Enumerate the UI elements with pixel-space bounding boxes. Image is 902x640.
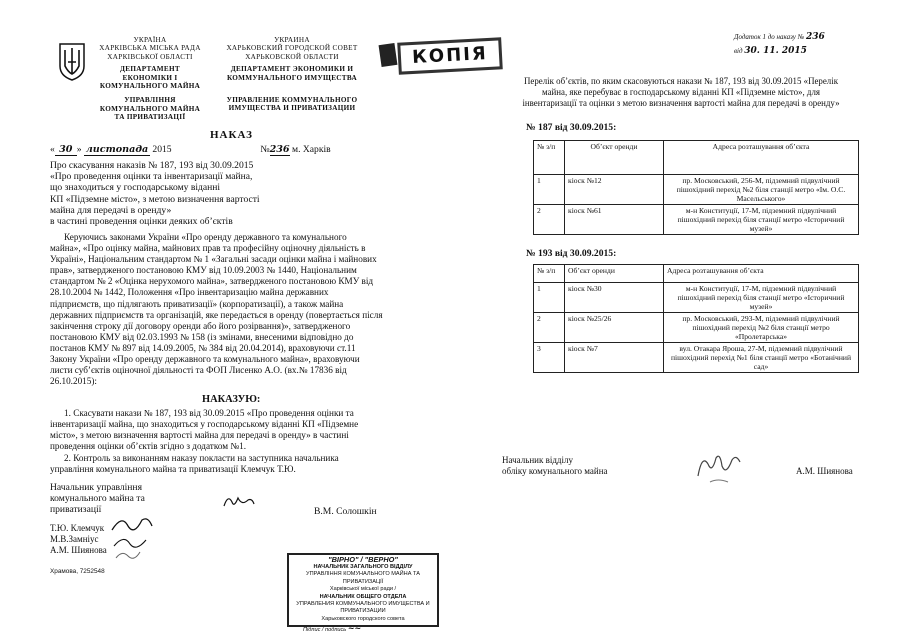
signer-title-line: Начальник управління bbox=[50, 482, 142, 493]
subject-line: КП «Підземне місто», з метою визначення вартості bbox=[50, 193, 260, 205]
approval-line: А.М. Шиянова bbox=[50, 545, 107, 555]
copy-stamp bbox=[397, 37, 503, 74]
table-row bbox=[534, 313, 859, 343]
annex-section-2: № 193 від 30.09.2015: bbox=[526, 248, 617, 259]
subject-line: «Про проведення оцінки та інвентаризації майна, bbox=[50, 171, 253, 183]
order-item-1 bbox=[50, 408, 412, 452]
annex-intro-line: інвентаризації та оцінки з метою визначення вартості майна для передачі в оренду» bbox=[522, 97, 840, 108]
table-cell: кіоск №12 bbox=[565, 175, 664, 205]
table-row bbox=[534, 205, 859, 235]
table-header-cell: Адреса розташування об’єкта bbox=[664, 141, 859, 175]
order-title: НАКАЗ bbox=[210, 129, 253, 141]
subject-line: майна для передачі в оренду» bbox=[50, 204, 172, 216]
preamble-line: 28.10.2004 № 1442, Положення «Про інвентаризацію майна державних bbox=[50, 287, 329, 298]
annex-intro-line: Перелік об’єктів, по яким скасовуються накази № 187, 193 від 30.09.2015 «Перелік bbox=[523, 76, 839, 86]
table-header-cell: Адреса розташування об’єкта bbox=[664, 265, 859, 283]
right-header-line: ДЕПАРТАМЕНТ ЭКОНОМИКИ И bbox=[230, 65, 354, 74]
item1-line: інвентаризації майна, що знаходиться у господарському віданні КП «Підземне bbox=[50, 419, 359, 430]
item2-line: 2. Контроль за виконанням наказу покласти на заступника начальника bbox=[64, 453, 339, 463]
left-header-line: КОМУНАЛЬНОГО МАЙНА bbox=[99, 82, 201, 91]
item2-line: управління комунального майна та приватизації Клемчук Т.Ю. bbox=[50, 464, 296, 475]
order-city: м. Харків bbox=[292, 144, 331, 155]
preamble-line: Україні», Національним стандартом № 1 «Загальні засади оцінки майна і майнових bbox=[50, 254, 377, 265]
left-header-line: ХАРКІВСЬКА МІСЬКА РАДА bbox=[99, 44, 201, 53]
annex-table-1 bbox=[533, 140, 859, 235]
table-header-cell: № з/п bbox=[534, 141, 565, 175]
order-item-2 bbox=[50, 453, 412, 475]
right-header bbox=[222, 36, 362, 113]
order-date-line: « 30 » листопада 2015 №236 м. Харків bbox=[50, 144, 331, 155]
verno-line: Харьковского городского совета bbox=[321, 615, 405, 622]
table-cell: кіоск №7 bbox=[565, 343, 664, 373]
table-cell: пр. Московський, 256-М, підземний підвулічний пішохідний перехід №2 біля станції метро «Ім. О.С. Масельського» bbox=[664, 175, 859, 205]
preamble-line: постанов КМУ № 897 від 14.09.2005, № 384 від 20.04.2014), враховуючи ст.11 bbox=[50, 342, 356, 353]
right-header-line: УКРАИНА bbox=[274, 36, 310, 44]
table-header-cell: № з/п bbox=[534, 265, 565, 283]
order-heading: НАКАЗУЮ: bbox=[202, 394, 261, 405]
annex-date-prefix: від bbox=[734, 47, 743, 55]
coat-of-arms-icon bbox=[58, 42, 86, 82]
left-header bbox=[80, 36, 220, 122]
table-row bbox=[534, 343, 859, 373]
copy-stamp-text: КОПІЯ bbox=[411, 43, 489, 68]
signer-title bbox=[50, 482, 200, 516]
verno-line: НАЧАЛЬНИК ЗАГАЛЬНОГО ВІДДІЛУ bbox=[313, 564, 413, 570]
left-header-line: ХАРКІВСЬКОЇ ОБЛАСТІ bbox=[107, 52, 193, 61]
annex-date: 30. 11. 2015 bbox=[744, 46, 807, 56]
annex-ref-number: 236 bbox=[806, 32, 825, 42]
approval-line: Т.Ю. Клемчук bbox=[50, 523, 105, 533]
copy-stamp-emblem bbox=[379, 43, 398, 67]
verno-stamp: "ВІРНО" / "ВЕРНО" НАЧАЛЬНИК ЗАГАЛЬНОГО ВІДДІЛУ УПРАВЛІННЯ КОМУНАЛЬНОГО МАЙНА ТА ПРИВАТИЗАЦІЇ Харківської міської ради / НАЧАЛЬНИК ОБЩЕГО ОТДЕЛА УПРАВЛЕНИЯ КОММУНАЛЬНОГО ИМУЩЕСТВА И ПРИВАТИЗАЦИИ Харьковского городского совета Підпис / подпись ~~ bbox=[287, 553, 439, 627]
approval-signatures bbox=[108, 512, 156, 564]
executor: Храмова, 7252548 bbox=[50, 568, 105, 575]
preamble-line: Керуючись законами України «Про оренду державного та комунального bbox=[64, 232, 347, 242]
table-cell: 2 bbox=[534, 205, 565, 235]
table-header-cell: Об’єкт оренди bbox=[565, 141, 664, 175]
annex-intro-line: майна, яке перебуває в господарському віданні КП «Підземне місто», для bbox=[542, 86, 820, 97]
director-signature bbox=[222, 492, 256, 512]
table-cell: 1 bbox=[534, 283, 565, 313]
order-number: 236 bbox=[269, 144, 290, 155]
table-cell: кіоск №25/26 bbox=[565, 313, 664, 343]
order-subject bbox=[50, 160, 310, 227]
preamble-line: 26.10.2015): bbox=[50, 376, 97, 387]
verno-line: Харківської міської ради / bbox=[329, 586, 397, 593]
subject-line: в частині проведення оцінки деяких об’єктів bbox=[50, 216, 233, 228]
preamble-line: Закону України «Про оренду державного та комунального майна», враховуючи bbox=[50, 354, 360, 365]
right-header-line: КОММУНАЛЬНОГО ИМУЩЕСТВА bbox=[226, 73, 358, 82]
order-preamble bbox=[50, 232, 410, 387]
table-cell: пр. Московський, 293-М, підземний підвулічний пішохідний перехід №2 біля станції метро «Пролетарська» bbox=[664, 313, 859, 343]
annex-ref-prefix: Додаток 1 до наказу № bbox=[734, 33, 805, 41]
verno-sign-label: Підпис / подпись bbox=[303, 627, 347, 634]
annex-signature bbox=[692, 448, 744, 488]
signer-title-line: комунального майна та bbox=[50, 493, 145, 505]
table-cell: вул. Отакара Яроша, 27-М, підземний підвулічний пішохідний перехід №1 біля станції метро «Ботанічний сад» bbox=[664, 343, 859, 373]
preamble-line: прав», затвердженого постановою КМУ від 10.09.2003 № 1440, Національним bbox=[50, 265, 357, 276]
annex-ref bbox=[734, 32, 825, 56]
signer-title-line: приватизації bbox=[50, 504, 102, 516]
annex-footer-title bbox=[502, 455, 608, 476]
left-header-line: ТА ПРИВАТИЗАЦІЇ bbox=[114, 113, 186, 122]
signer-name: В.М. Солошкін bbox=[314, 506, 377, 517]
verno-line: НАЧАЛЬНИК ОБЩЕГО ОТДЕЛА bbox=[319, 593, 407, 600]
order-month: листопада bbox=[85, 144, 149, 155]
table-header-row bbox=[534, 265, 859, 283]
item1-line: місто», з метою визначення вартості майна для передачі в оренду» в частині bbox=[50, 430, 349, 441]
order-number-prefix: № bbox=[260, 144, 270, 155]
order-year: 2015 bbox=[152, 144, 172, 155]
annex-footer-line: Начальник відділу bbox=[502, 455, 573, 465]
right-header-line: УПРАВЛЕНИЕ КОММУНАЛЬНОГО bbox=[226, 96, 358, 105]
annex-intro bbox=[506, 76, 856, 108]
table-cell: кіоск №30 bbox=[565, 283, 664, 313]
preamble-line: стандартом № 2 «Оцінка нерухомого майна», затвердженого постановою КМУ від bbox=[50, 276, 374, 287]
verno-line: УПРАВЛЕНИЯ КОММУНАЛЬНОГО ИМУЩЕСТВА И ПРИВАТИЗАЦИИ bbox=[296, 601, 430, 615]
left-header-line: УКРАЇНА bbox=[133, 36, 167, 44]
table-header-cell: Об’єкт оренди bbox=[565, 265, 664, 283]
preamble-line: державних підприємств та організацій, яке передається в оренду (повертається після bbox=[50, 309, 383, 320]
order-day: 30 bbox=[55, 144, 77, 156]
right-header-line: ХАРЬКОВСКОЙ ОБЛАСТИ bbox=[245, 52, 339, 61]
verno-line: УПРАВЛІННЯ КОМУНАЛЬНОГО МАЙНА ТА ПРИВАТИЗАЦІЇ bbox=[306, 571, 420, 585]
right-header-line: ИМУЩЕСТВА И ПРИВАТИЗАЦИИ bbox=[228, 104, 356, 113]
left-header-line: ЕКОНОМІКИ І bbox=[122, 73, 178, 82]
left-header-line: ДЕПАРТАМЕНТ bbox=[120, 65, 180, 74]
subject-line: Про скасування наказів № 187, 193 від 30.09.2015 bbox=[50, 160, 254, 171]
left-header-line: УПРАВЛІННЯ bbox=[124, 96, 176, 105]
preamble-line: майна», «Про оцінку майна, майнових прав та професійну оціночну діяльність в bbox=[50, 243, 366, 254]
subject-line: що знаходиться у господарському віданні bbox=[50, 182, 221, 194]
annex-section-1: № 187 від 30.09.2015: bbox=[526, 122, 617, 133]
preamble-line: постановою КМУ від 02.03.1993 № 158 (із змінами, внесеними відповідно до bbox=[50, 331, 354, 342]
verno-title: "ВІРНО" / "ВЕРНО" bbox=[328, 555, 398, 564]
table-cell: м-н Конституції, 17-М, підземний підвулічний пішохідний перехід біля станції метро «Історичний музей» bbox=[664, 205, 859, 235]
table-cell: м-н Конституції, 17-М, підземний підвулічний пішохідний перехід біля станції метро «Історичний музей» bbox=[664, 283, 859, 313]
item1-line: проведення оцінки об’єктів згідно з додатком №1. bbox=[50, 441, 246, 452]
annex-footer-line: обліку комунального майна bbox=[502, 465, 608, 476]
item1-line: 1. Скасувати накази № 187, 193 від 30.09.2015 «Про проведення оцінки та bbox=[64, 408, 354, 418]
annex-table-2 bbox=[533, 264, 859, 373]
table-header-row bbox=[534, 141, 859, 175]
table-cell: 2 bbox=[534, 313, 565, 343]
table-cell: 3 bbox=[534, 343, 565, 373]
annex-footer-name: А.М. Шиянова bbox=[796, 466, 853, 476]
right-header-line: ХАРЬКОВСКИЙ ГОРОДСКОЙ СОВЕТ bbox=[226, 44, 358, 53]
table-cell: 1 bbox=[534, 175, 565, 205]
preamble-line: підприємств, що підлягають приватизації» (корпоратизації), а також майна bbox=[50, 298, 344, 309]
left-header-line: КОМУНАЛЬНОГО МАЙНА bbox=[99, 104, 201, 113]
approval-line: М.В.Замніус bbox=[50, 534, 99, 544]
table-row bbox=[534, 283, 859, 313]
preamble-line: закінчення строку дії договору оренди або його розірвання)», затвердженого bbox=[50, 320, 351, 331]
preamble-line: листи суб’єктів оціночної діяльності та ФОП Лисенко А.О. (вх.№ 17836 від bbox=[50, 365, 347, 376]
table-row bbox=[534, 175, 859, 205]
table-cell: кіоск №61 bbox=[565, 205, 664, 235]
